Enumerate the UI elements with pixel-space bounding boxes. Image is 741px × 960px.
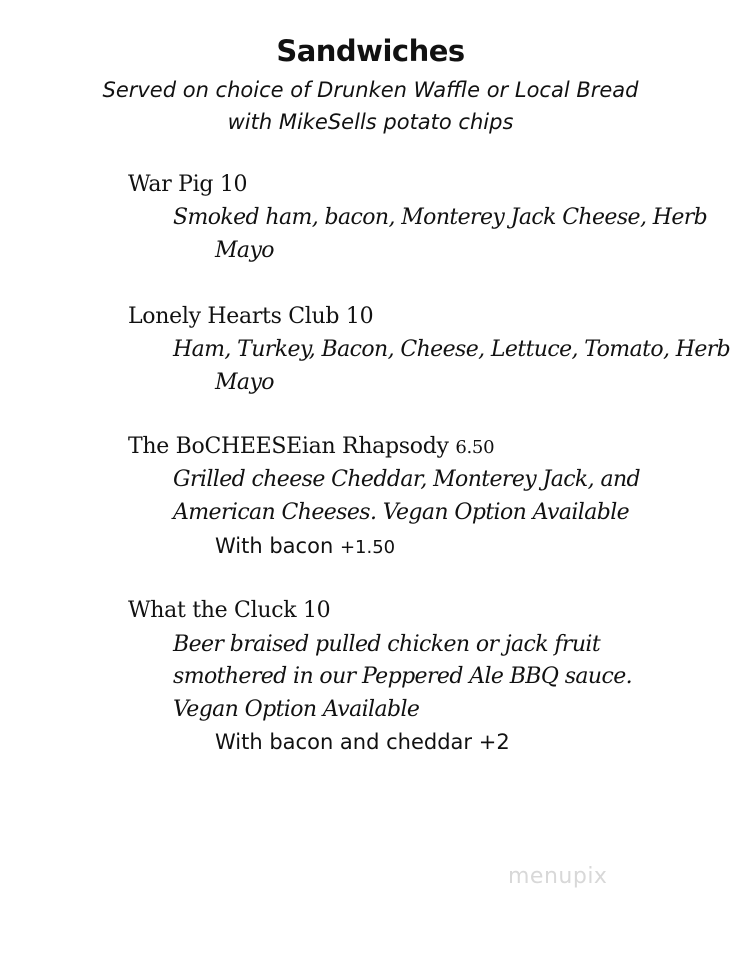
item-price: 6.50 [455,437,495,458]
item-description-line: Beer braised pulled chicken or jack fruit [173,632,601,657]
addon-label: With bacon and cheddar [215,730,473,754]
item-price: 10 [219,172,248,197]
menu-item-name [128,434,494,459]
item-title: Lonely Hearts Club [128,304,340,329]
item-description-line: Smoked ham, bacon, Monterey Jack Cheese, Herb [173,205,708,230]
item-title: War Pig [128,172,214,197]
item-price: 10 [345,304,374,329]
menu-subtitle-line-2: with MikeSells potato chips [227,110,514,134]
item-description-line: American Cheeses. Vegan Option Available [173,500,630,525]
addon-price: +1.50 [339,537,396,558]
item-description-line: Mayo [215,370,274,395]
addon-price: +2 [478,730,510,754]
menu-item-name [128,172,247,197]
item-addon [215,730,510,754]
watermark-logo: menupix [508,864,608,889]
menu-item-name [128,304,373,329]
item-description-line: smothered in our Peppered Ale BBQ sauce. [173,664,633,689]
item-description-line: Grilled cheese Cheddar, Monterey Jack, and [173,467,641,492]
menu-subtitle-line-1: Served on choice of Drunken Waffle or Local Bread [102,78,639,102]
item-description-line: Ham, Turkey, Bacon, Cheese, Lettuce, Tomato, Herb [173,337,731,362]
menu-item-name [128,598,330,623]
item-description-line: Mayo [215,238,274,263]
item-description-line: Vegan Option Available [173,697,420,722]
menu-title: Sandwiches [276,34,465,68]
item-title: What the Cluck [128,598,297,623]
item-title: The BoCHEESEian Rhapsody [128,434,449,459]
addon-label: With bacon [215,534,334,558]
item-addon [215,534,395,558]
item-price: 10 [302,598,331,623]
